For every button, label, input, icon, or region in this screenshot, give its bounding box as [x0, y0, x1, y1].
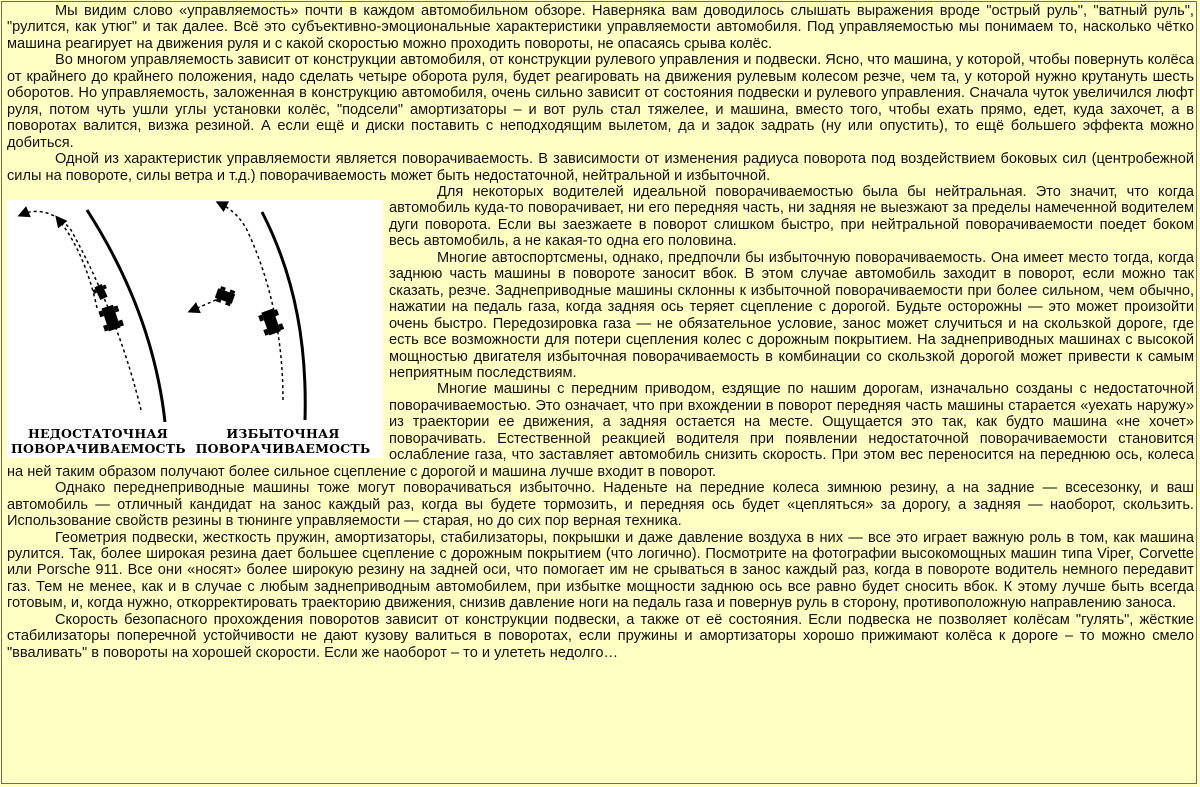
paragraph-2: Во многом управляемость зависит от конструкции автомобиля, от конструкции рулевого управления и подвески. Ясно, что машина, у которой, чтобы повернуть колёса от крайнего до крайнего положения, надо сделать четыре оборота руля, будет реагировать на движения рулевым колесом резче, чем та, у которой нужно крутануть шесть оборотов. Но управляемость, заложенная в конструкцию автомобиля, очень сильно зависит от состояния подвески и рулевого управления. Сначала чуток увеличился люфт руля, потом чуть ушли углы установки колёс, "подсели" амортизаторы – и вот руль стал тяжелее, и машина, вместо того, чтобы ехать прямо, едет, куда захочет, а в поворотах валится, визжа резиной. А если ещё и диски поставить с неподходящим вылетом, да и задок задрать (ну или опустить), то ещё большего эффекта можно добиться.	[7, 52, 1194, 151]
paragraph-5: Многие автоспортсмены, однако, предпочли бы избыточную поворачиваемость. Она имеет место тогда, когда заднюю часть машины в повороте заносит вбок. В этом случае автомобиль заходит в поворот, если можно так сказать, резче. Заднеприводные машины склонны к избыточной поворачиваемости при более сильном, чем обычно, нажатии на педаль газа, когда задняя ось теряет сцепление с дорогой. Будьте осторожны — это может произойти очень быстро. Передозировка газа — не обязательное условие, занос может случиться и на скользкой дороге, где есть все возможности для потери сцепления колес с дорожным покрытием. На заднеприводных машинах с высокой мощностью двигателя избыточная поворачиваемость в комбинации со скользкой дорогой может привести к самым неприятным последствиям.	[389, 249, 1194, 381]
paragraph-9: Скорость безопасного прохождения поворотов зависит от конструкции подвески, а также от её состояния. Если подвеска не позволяет колёсам "гулять", жёсткие стабилизаторы поперечной устойчивости не дают кузову валиться в поворотах, если пружины и амортизаторы хорошо прижимают колёса к дороге – то можно смело "вваливать" в повороты на хорошей скорости. Если же наоборот – то и улететь недолго…	[7, 611, 1194, 661]
paragraph-4: Для некоторых водителей идеальной поворачиваемостью была бы нейтральная. Это значит, что когда автомобиль куда-то поворачивает, ни его передняя часть, ни задняя не выезжают за пределы намеченной водителем дуги поворота. Если вы заезжаете в поворот слишком быстро, при нейтральной поворачиваемости поедет боком весь автомобиль, а не какая-то одна его половина.	[389, 183, 1194, 250]
article-body	[7, 3, 1194, 661]
understeer-caption: НЕДОСТАТОЧНАЯ ПОВОРАЧИВАЕМОСТЬ	[11, 425, 186, 456]
steering-diagram-icon	[7, 200, 383, 458]
paragraph-1: Мы видим слово «управляемость» почти в каждом автомобильном обзоре. Наверняка вам доводилось слышать выражения вроде "острый руль", "ватный руль", "рулится, как утюг" и так далее. Всё это субъективно-эмоциональные характеристики управляемости автомобиля. Под управляемостью мы понимаем то, насколько чётко машина реагирует на движения руля и с какой скоростью можно проходить повороты, не опасаясь срыва колёс.	[7, 3, 1194, 52]
steering-figure	[7, 200, 383, 458]
paragraph-6: Многие машины с передним приводом, ездящие по нашим дорогам, изначально созданы с недостаточной поворачиваемостью. Это означает, что при вхождении в поворот передняя часть машины старается «уехать наружу» из траектории ее движения, а задняя остается на месте. Ощущается это так, как будто машина «не хочет» поворачивать. Естественной реакцией водителя при появлении недостаточной поворачиваемости становится ослабление газа, что заставляет автомобиль снизить скорость. При этом вес переносится на переднюю ось, колеса на ней таким образом получают более сильное сцепление с дорогой и машина лучше входит в поворот.	[7, 381, 1194, 480]
paragraph-8: Геометрия подвески, жесткость пружин, амортизаторы, стабилизаторы, покрышки и даже давление воздуха в них — все это играет важную роль в том, как машина рулится. Так, более широкая резина дает большее сцепление с дорожным покрытием (что логично). Посмотрите на фотографии высокомощных машин типа Viper, Corvette или Porsche 911. Все они «носят» более широкую резину на задней оси, что помогает им не срываться в занос каждый раз, когда в повороте водитель немного передавит газ. Тем не менее, как и в случае с любым заднеприводным автомобилем, при избытке мощности заднюю ось все равно будет сносить вбок. К этому лучше быть всегда готовым, и, когда нужно, откорректировать траекторию движения, снизив давление ноги на педаль газа и повернув руль в сторону, противоположную направлению заноса.	[7, 529, 1194, 612]
oversteer-caption: ИЗБЫТОЧНАЯ ПОВОРАЧИВАЕМОСТЬ	[195, 425, 371, 456]
paragraph-3: Одной из характеристик управляемости является поворачиваемость. В зависимости от изменения радиуса поворота под воздействием боковых сил (центробежной силы на повороте, силы ветра и т.д.) поворачиваемость может быть недостаточной, нейтральной и избыточной.	[7, 151, 1194, 184]
understeer-diagram	[23, 210, 165, 422]
paragraph-7: Однако переднеприводные машины тоже могут поворачиваться избыточно. Наденьте на передние колеса зимнюю резину, а на задние — всесезонку, и ваш автомобиль — отличный кандидат на занос каждый раз, когда вы будете тормозить, и передняя ось будет «цепляться» за дорогу, а задняя — наоборот, скользить. Использование свойств резины в тюнинге управляемости — старая, но до сих пор верная техника.	[7, 480, 1194, 530]
oversteer-diagram	[193, 204, 305, 420]
